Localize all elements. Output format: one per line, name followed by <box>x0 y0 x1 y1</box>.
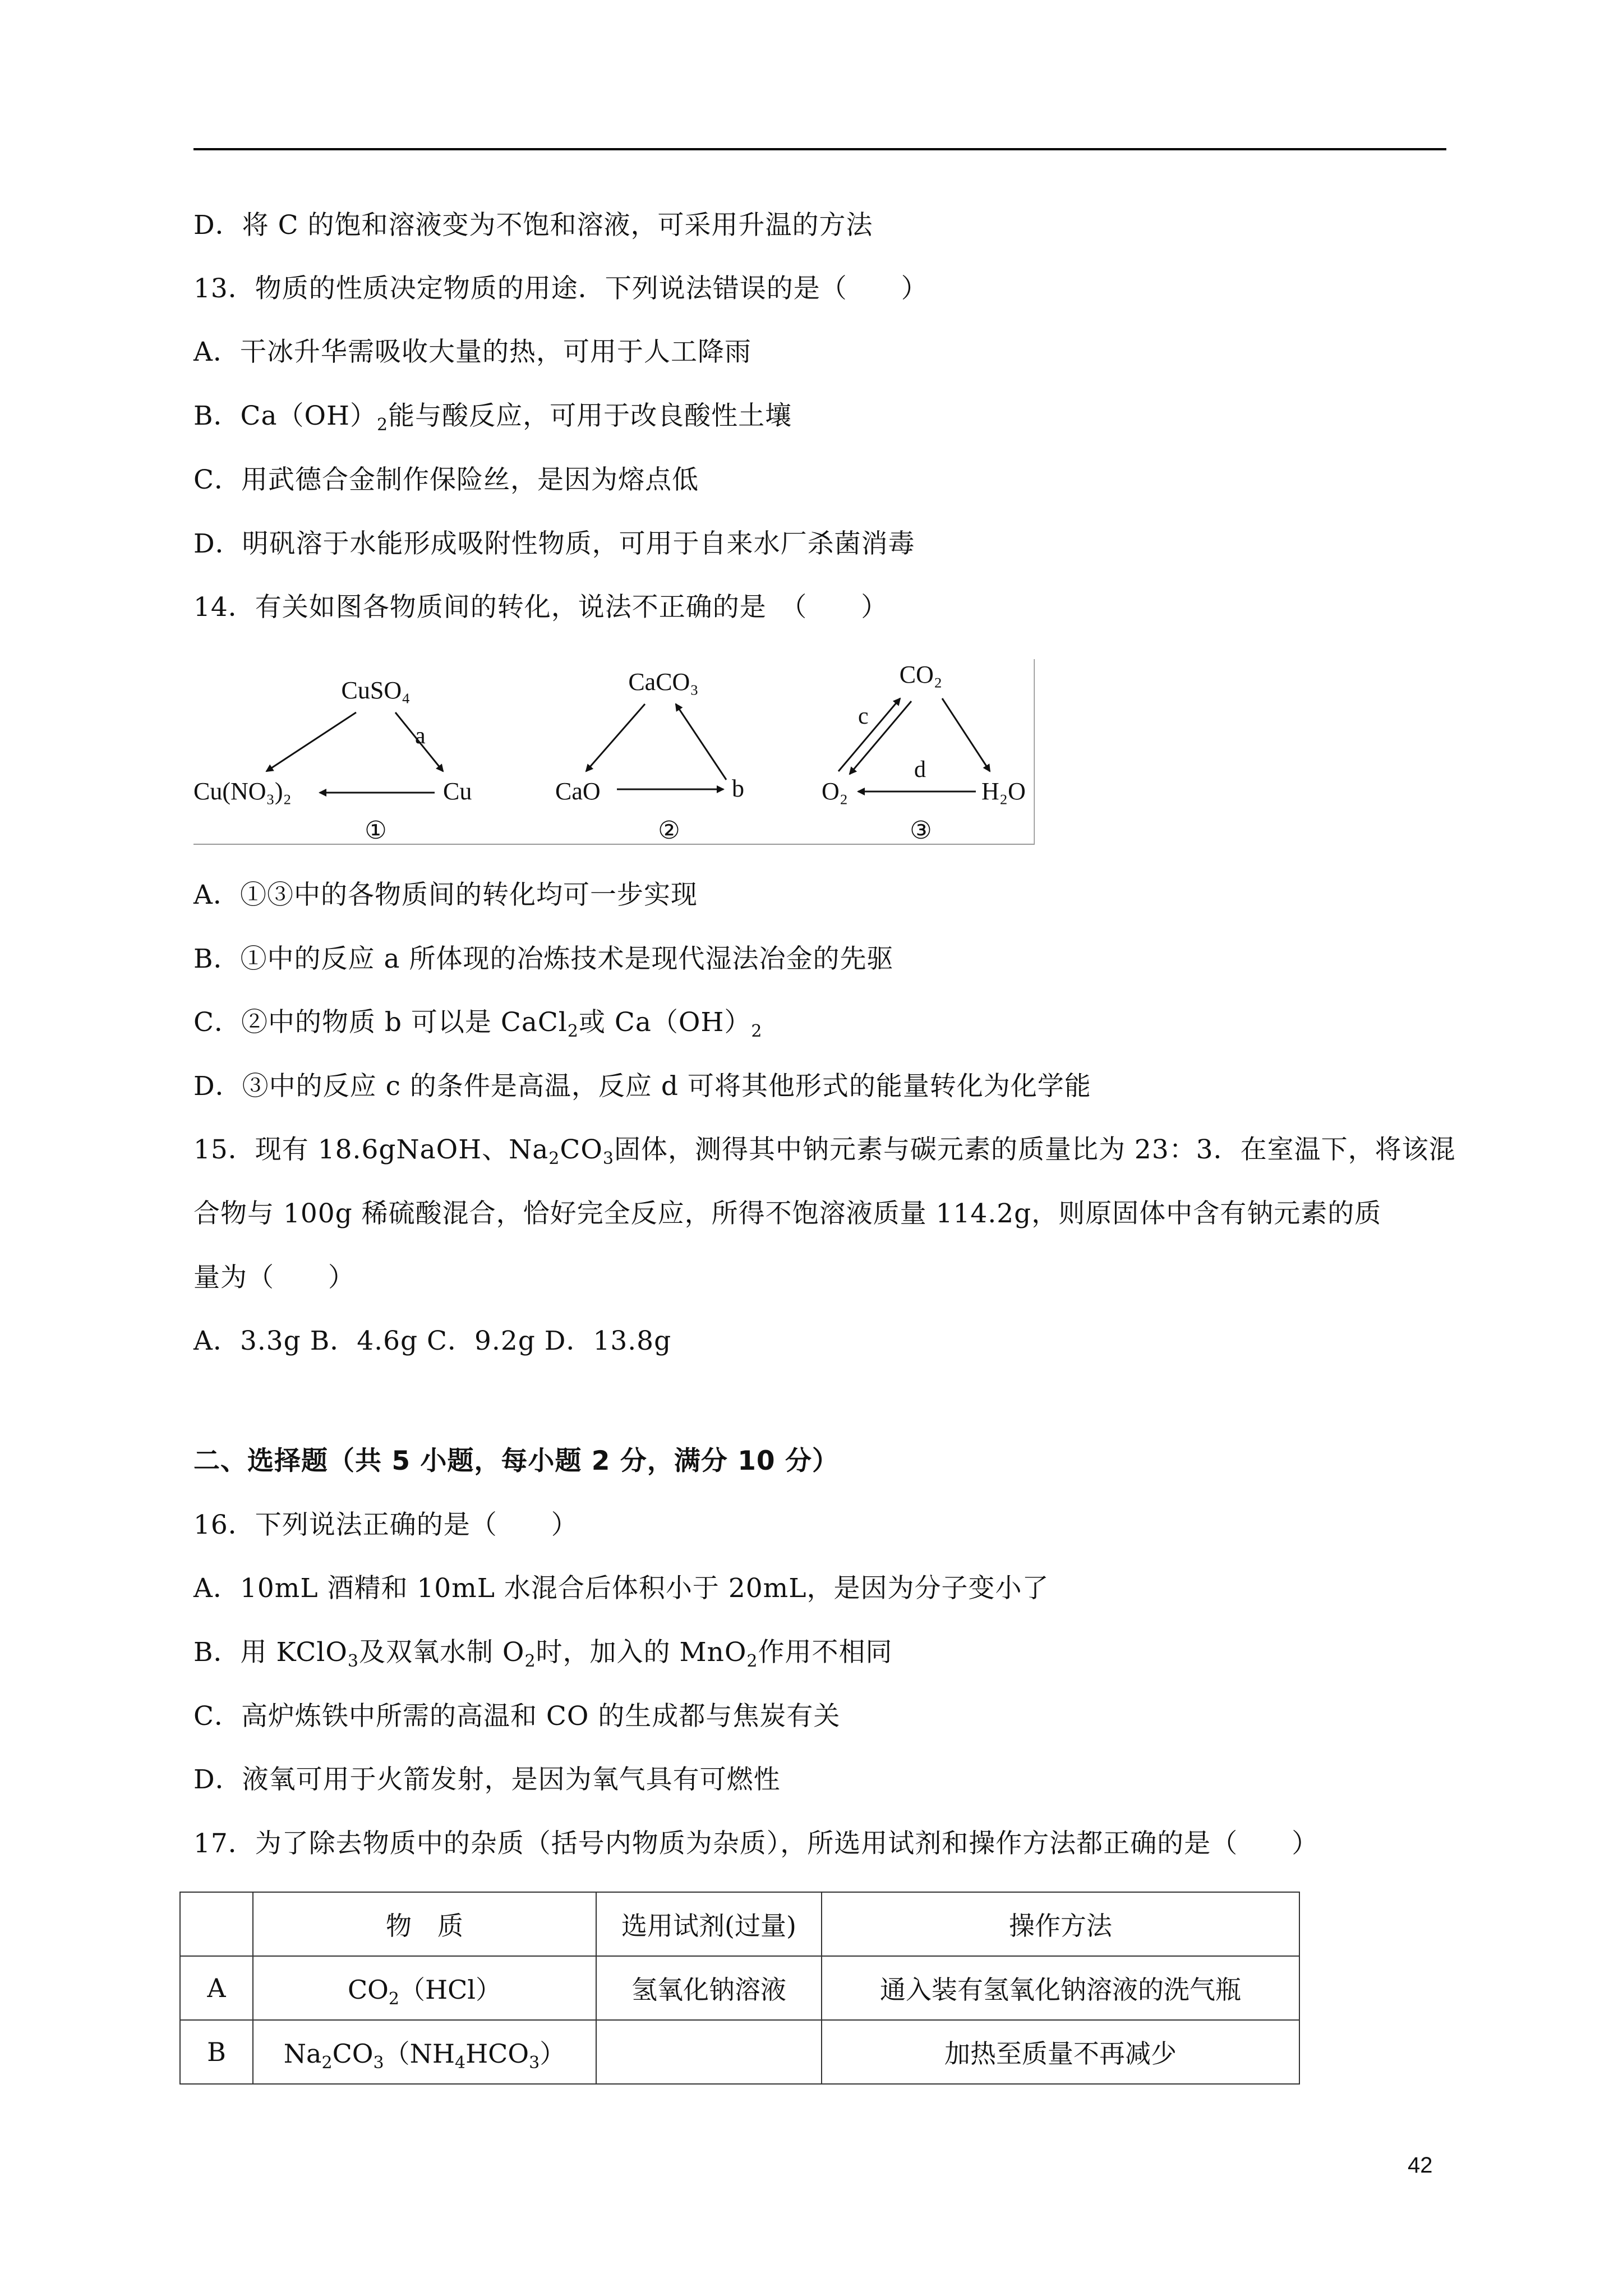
d1-right: Cu <box>443 777 472 805</box>
diagram-2 <box>555 668 744 844</box>
table-header-cell: 选用试剂(过量) <box>596 1892 822 1956</box>
row-method: 加热至质量不再减少 <box>822 2020 1299 2084</box>
diagram-3 <box>822 661 1026 844</box>
d3-top: CO₂ <box>899 661 943 688</box>
d2-arrow-right-top <box>676 704 726 780</box>
option-14a: A．①③中的各物质间的转化均可一步实现 <box>193 880 698 910</box>
conversion-diagram <box>193 659 1035 850</box>
d1-top: CuSO₄ <box>341 677 411 704</box>
d2-top: CaCO₃ <box>628 668 699 696</box>
d3-label-d: d <box>914 757 926 783</box>
question-14: 14．有关如图各物质间的转化，说法不正确的是 （ ） <box>193 592 888 623</box>
row-reagent <box>596 2020 822 2084</box>
d2-arrow-top-left <box>586 704 645 771</box>
question-15-line-3: 量为（ ） <box>193 1262 355 1293</box>
table-row <box>180 1956 1299 2020</box>
table-header-cell <box>180 1892 253 1956</box>
d3-left: O₂ <box>822 777 849 805</box>
option-14c: C．②中的物质 b 可以是 CaCl$_2$或 $Ca(OH)_2$ <box>193 1007 763 1041</box>
d2-left: CaO <box>555 777 601 805</box>
question-13: 13．物质的性质决定物质的用途．下列说法错误的是（ ） <box>193 273 928 304</box>
impurity-table <box>179 1892 1300 2085</box>
question-16: 16．下列说法正确的是（ ） <box>193 1510 578 1540</box>
d1-arrow-top-right <box>395 712 443 771</box>
table-row <box>180 2020 1299 2084</box>
option-14b: B．①中的反应 a 所体现的冶炼技术是现代湿法冶金的先驱 <box>193 944 894 974</box>
question-15-line-1: 15．现有 18.6gNaOH、$Na_2CO_3$固体，测得其中钠元素与碳元素的质量比为 23：3．在室温下，将该混 <box>193 1134 1456 1168</box>
row-method: 通入装有氢氧化钠溶液的洗气瓶 <box>822 1956 1299 2020</box>
d3-label-c: c <box>858 703 869 729</box>
option-16b: B．用 KClO$_3$及双氧水制 $O_2$时，加入的 MnO$_2$作用不相同 <box>193 1637 893 1671</box>
row-label: B <box>180 2020 253 2084</box>
row-substance: $Na_2CO_3(NH_4HCO_3)$ <box>253 2020 596 2084</box>
row-substance: $CO_2(HCl)$ <box>253 1956 596 2020</box>
d3-arrow-top-right <box>942 698 990 771</box>
d2-right: b <box>732 775 744 802</box>
option-16d: D．液氧可用于火箭发射，是因为氧气具有可燃性 <box>193 1764 781 1795</box>
row-reagent: 氢氧化钠溶液 <box>596 1956 822 2020</box>
d3-caption: ③ <box>910 817 932 844</box>
option-13d: D．明矾溶于水能形成吸附性物质，可用于自来水厂杀菌消毒 <box>193 528 915 559</box>
table-header-cell: 物 质 <box>253 1892 596 1956</box>
table-header-row <box>180 1892 1299 1956</box>
d3-arrow-left-top <box>838 698 900 771</box>
d1-arrow-top-left <box>266 712 356 771</box>
table-header-cell: 操作方法 <box>822 1892 1299 1956</box>
option-13a: A．干冰升华需吸收大量的热，可用于人工降雨 <box>193 337 751 367</box>
d3-right: H₂O <box>981 777 1026 805</box>
option-13c: C．用武德合金制作保险丝，是因为熔点低 <box>193 464 699 495</box>
page-number: 42 <box>1408 2153 1433 2178</box>
option-16c: C．高炉炼铁中所需的高温和 CO 的生成都与焦炭有关 <box>193 1701 841 1732</box>
d1-left: Cu(NO₃)₂ <box>193 777 292 805</box>
question-15-line-2: 合物与 100g 稀硫酸混合，恰好完全反应，所得不饱溶液质量 114.2g，则原固体中含有钠元素的质 <box>193 1198 1382 1229</box>
question-17: 17．为了除去物质中的杂质（括号内物质为杂质），所选用试剂和操作方法都正确的是（ ） <box>193 1828 1319 1859</box>
section-2-heading: 二、选择题（共 5 小题，每小题 2 分，满分 10 分） <box>193 1446 839 1476</box>
diagram-1 <box>193 677 472 844</box>
header-rule <box>193 148 1446 150</box>
option-13b: B．$Ca(OH)_2$能与酸反应，可用于改良酸性土壤 <box>193 401 792 435</box>
d2-caption: ② <box>658 817 680 844</box>
option-12d: D．将 C 的饱和溶液变为不饱和溶液，可采用升温的方法 <box>193 210 873 241</box>
option-14d: D．③中的反应 c 的条件是高温，反应 d 可将其他形式的能量转化为化学能 <box>193 1071 1091 1102</box>
options-15: A．3.3g B．4.6g C．9.2g D．13.8g <box>193 1326 672 1356</box>
d1-caption: ① <box>365 817 387 844</box>
option-16a: A．10mL 酒精和 10mL 水混合后体积小于 20mL，是因为分子变小了 <box>193 1573 1049 1604</box>
row-label: A <box>180 1956 253 2020</box>
d1-arrow-label: a <box>415 723 426 749</box>
